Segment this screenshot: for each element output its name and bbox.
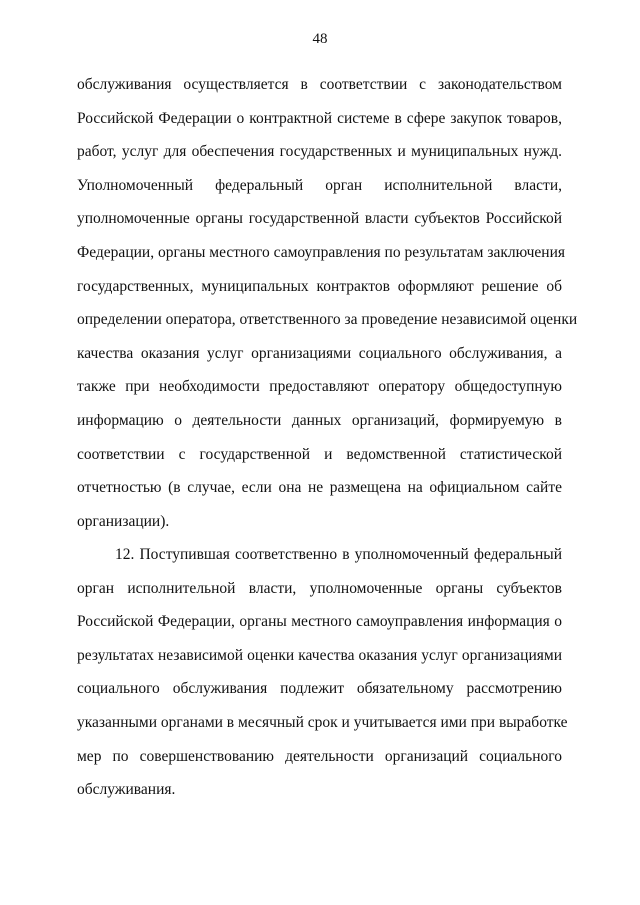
- text-line: Федерации, органы местного самоуправления по результатам заключения: [77, 243, 565, 261]
- text-line: Российской Федерации о контрактной системе в сфере закупок товаров,: [77, 109, 562, 127]
- text-line: результатах независимой оценки качества оказания услуг организациями: [77, 646, 562, 664]
- page-number: 48: [312, 31, 328, 47]
- text-line: информацию о деятельности данных организаций, формируемую в: [77, 411, 562, 429]
- text-line: уполномоченные органы государственной власти субъектов Российской: [77, 210, 562, 228]
- text-line: работ, услуг для обеспечения государственных и муниципальных нужд.: [77, 143, 562, 161]
- paragraph-2: [77, 538, 568, 807]
- text-line: обслуживания осуществляется в соответствии с законодательством: [77, 76, 562, 93]
- text-line: определении оператора, ответственного за проведение независимой оценки: [77, 311, 578, 329]
- text-line: соответствии с государственной и ведомственной статистической: [77, 445, 562, 463]
- text-line: орган исполнительной власти, уполномоченные органы субъектов: [77, 579, 562, 597]
- paragraph-1: [77, 68, 578, 538]
- text-line: организации).: [77, 512, 170, 530]
- text-line: Уполномоченный федеральный орган исполнительной власти,: [77, 176, 562, 194]
- text-line: Российской Федерации, органы местного самоуправления информация о: [77, 613, 562, 631]
- text-line: социального обслуживания подлежит обязательному рассмотрению: [77, 680, 562, 698]
- text-line: 12. Поступившая соответственно в уполномоченный федеральный: [115, 546, 562, 563]
- text-line: отчетностью (в случае, если она не размещена на официальном сайте: [77, 479, 562, 497]
- text-line: качества оказания услуг организациями социального обслуживания, а: [77, 344, 562, 362]
- text-line: мер по совершенствованию деятельности организаций социального: [77, 747, 562, 765]
- text-line: также при необходимости предоставляют оператору общедоступную: [77, 378, 562, 396]
- text-line: обслуживания.: [77, 781, 176, 799]
- text-line: указанными органами в месячный срок и учитывается ими при выработке: [77, 713, 568, 731]
- text-line: государственных, муниципальных контрактов оформляют решение об: [77, 277, 562, 295]
